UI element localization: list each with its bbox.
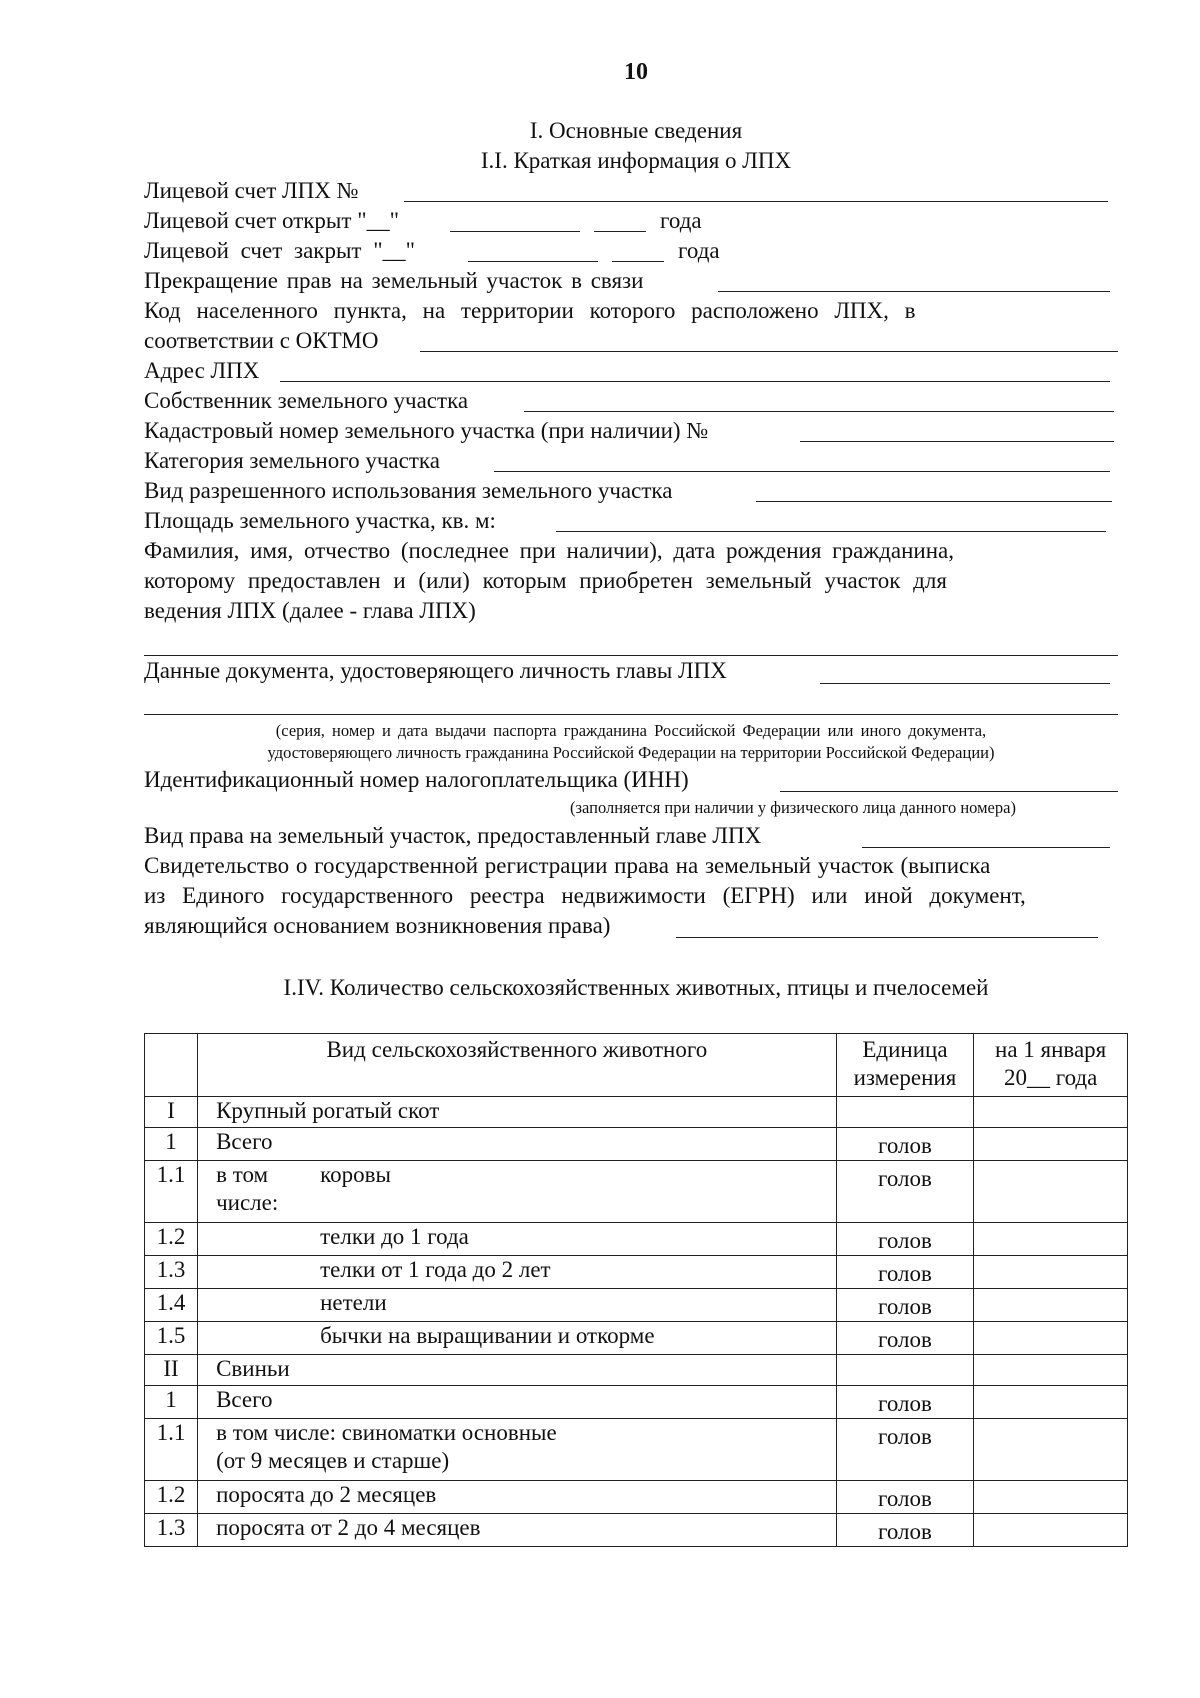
id-doc-note-1: (серия, номер и дата выдачи паспорта гражданина Российской Федерации или иного документа, (275, 721, 987, 740)
table-row (145, 1256, 1128, 1289)
id-doc-blank-2[interactable] (144, 714, 1118, 715)
row-label: Всего (198, 1386, 837, 1419)
table-row (145, 1419, 1128, 1481)
row-label: Всего (198, 1128, 837, 1161)
table-row (145, 1481, 1128, 1514)
address-blank[interactable] (280, 381, 1110, 382)
row-value-cell[interactable] (974, 1419, 1128, 1481)
row-value-cell[interactable] (974, 1514, 1128, 1547)
row-unit: голов (836, 1161, 974, 1223)
right-type-blank[interactable] (862, 847, 1110, 848)
table-title: I.IV. Количество сельскохозяйственных животных, птицы и пчелосемей (283, 975, 989, 1000)
table-row (145, 1128, 1128, 1161)
settlement-code-label-2: соответствии с ОКТМО (144, 328, 379, 353)
area-blank[interactable] (556, 531, 1106, 532)
row-num: 1.5 (145, 1322, 198, 1355)
termination-blank[interactable] (718, 291, 1110, 292)
section-title: I. Основные сведения (529, 118, 743, 143)
table-row (145, 1223, 1128, 1256)
row-unit (836, 1097, 974, 1128)
id-doc-label: Данные документа, удостоверяющего личность главы ЛПХ (144, 658, 727, 683)
row-value-cell[interactable] (974, 1289, 1128, 1322)
cadastral-label: Кадастровый номер земельного участка (при наличии) № (144, 418, 709, 443)
row-unit: голов (836, 1128, 974, 1161)
head-blank[interactable] (144, 655, 1118, 656)
row-value-cell[interactable] (974, 1322, 1128, 1355)
cert-label-3: являющийся основанием возникновения права) (144, 913, 611, 938)
closed-year-blank[interactable] (612, 261, 664, 262)
subsection-title: I.I. Краткая информация о ЛПХ (480, 148, 792, 173)
row-unit (836, 1355, 974, 1386)
settlement-code-label-1: Код населенного пункта, на территории которого расположено ЛПХ, в (144, 298, 916, 323)
livestock-table (144, 1033, 1128, 1547)
inn-label: Идентификационный номер налогоплательщика (ИНН) (144, 767, 689, 792)
row-label: в том числе: свиноматки основные (от 9 месяцев и старше) (198, 1419, 837, 1481)
opened-year-blank[interactable] (594, 231, 646, 232)
head-label-3: ведения ЛПХ (далее - глава ЛПХ) (144, 598, 476, 623)
row-num: 1.3 (145, 1514, 198, 1547)
table-header-row (145, 1034, 1128, 1097)
inn-note: (заполняется при наличии у физического лица данного номера) (570, 798, 1016, 817)
row-label: поросята от 2 до 4 месяцев (198, 1514, 837, 1547)
row-num: 1.1 (145, 1419, 198, 1481)
row-num: I (145, 1097, 198, 1128)
row-num: 1.3 (145, 1256, 198, 1289)
row-num: 1 (145, 1128, 198, 1161)
head-label-1: Фамилия, имя, отчество (последнее при наличии), дата рождения гражданина, (144, 538, 954, 563)
row-num: 1.1 (145, 1161, 198, 1223)
header-date: на 1 января 20__ года (974, 1034, 1128, 1097)
termination-label: Прекращение прав на земельный участок в связи (144, 268, 644, 293)
row-label: бычки на выращивании и откорме (198, 1322, 837, 1355)
opened-label: Лицевой счет открыт "__" (144, 208, 399, 233)
row-unit: голов (836, 1289, 974, 1322)
account-no-blank[interactable] (404, 201, 1108, 202)
closed-label: Лицевой счет закрыт "__" (144, 238, 416, 263)
row-value-cell[interactable] (974, 1355, 1128, 1386)
cert-blank[interactable] (676, 937, 1098, 938)
table-row (145, 1514, 1128, 1547)
row-num: 1.2 (145, 1223, 198, 1256)
owner-blank[interactable] (524, 411, 1114, 412)
header-num (145, 1034, 198, 1097)
row-unit: голов (836, 1256, 974, 1289)
usage-label: Вид разрешенного использования земельного участка (144, 478, 673, 503)
row-unit: голов (836, 1481, 974, 1514)
account-no-label: Лицевой счет ЛПХ № (144, 178, 359, 203)
table-row (145, 1355, 1128, 1386)
header-kind: Вид сельскохозяйственного животного (198, 1034, 837, 1097)
closed-year-label: года (678, 238, 720, 263)
closed-month-blank[interactable] (468, 261, 598, 262)
usage-blank[interactable] (756, 501, 1112, 502)
row-value-cell[interactable] (974, 1128, 1128, 1161)
row-label: Свиньи (198, 1355, 837, 1386)
table-row (145, 1161, 1128, 1223)
area-label: Площадь земельного участка, кв. м: (144, 508, 496, 533)
page-number: 10 (624, 59, 648, 85)
settlement-code-blank[interactable] (420, 351, 1118, 352)
cadastral-blank[interactable] (800, 441, 1114, 442)
table-row (145, 1097, 1128, 1128)
row-label: поросята до 2 месяцев (198, 1481, 837, 1514)
owner-label: Собственник земельного участка (144, 388, 469, 413)
row-value-cell[interactable] (974, 1223, 1128, 1256)
row-unit: голов (836, 1419, 974, 1481)
opened-year-label: года (660, 208, 702, 233)
row-value-cell[interactable] (974, 1481, 1128, 1514)
row-label: телки от 1 года до 2 лет (198, 1256, 837, 1289)
address-label: Адрес ЛПХ (144, 358, 260, 383)
inn-blank[interactable] (780, 791, 1118, 792)
category-blank[interactable] (494, 471, 1110, 472)
id-doc-note-2: удостоверяющего личность гражданина Российской Федерации на территории Российской Федерации) (267, 743, 995, 762)
table-row (145, 1322, 1128, 1355)
row-label: телки до 1 года (198, 1223, 837, 1256)
head-label-2: которому предоставлен и (или) которым приобретен земельный участок для (144, 568, 947, 593)
row-num: 1.2 (145, 1481, 198, 1514)
right-type-label: Вид права на земельный участок, предоставленный главе ЛПХ (144, 823, 762, 848)
table-row (145, 1386, 1128, 1419)
row-num: II (145, 1355, 198, 1386)
row-label: Крупный рогатый скот (198, 1097, 837, 1128)
row-unit: голов (836, 1514, 974, 1547)
row-unit: голов (836, 1223, 974, 1256)
row-num: 1 (145, 1386, 198, 1419)
table-row (145, 1289, 1128, 1322)
row-unit: голов (836, 1386, 974, 1419)
category-label: Категория земельного участка (144, 448, 440, 473)
row-label: в том коровы числе: (198, 1161, 837, 1223)
row-unit: голов (836, 1322, 974, 1355)
header-unit: Единица измерения (836, 1034, 974, 1097)
row-label: нетели (198, 1289, 837, 1322)
row-value-cell[interactable] (974, 1097, 1128, 1128)
opened-month-blank[interactable] (450, 231, 580, 232)
cert-label-1: Свидетельство о государственной регистрации права на земельный участок (выписка (144, 853, 991, 878)
row-value-cell[interactable] (974, 1161, 1128, 1223)
id-doc-blank-1[interactable] (820, 683, 1110, 684)
row-value-cell[interactable] (974, 1386, 1128, 1419)
cert-label-2: из Единого государственного реестра недвижимости (ЕГРН) или иной документ, (144, 883, 1026, 908)
row-num: 1.4 (145, 1289, 198, 1322)
row-value-cell[interactable] (974, 1256, 1128, 1289)
